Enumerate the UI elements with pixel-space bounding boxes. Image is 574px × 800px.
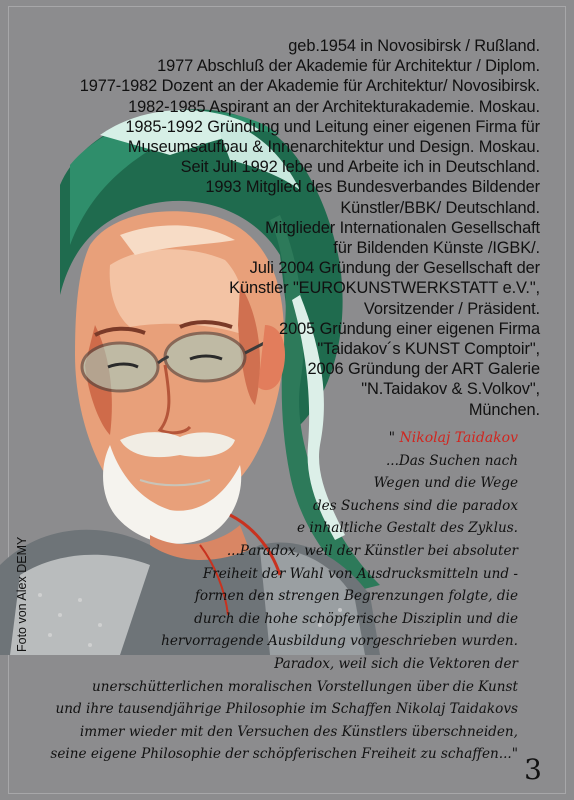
bio-line: 2006 Gründung der ART Galerie [307,360,540,379]
bio-line: München. [468,400,540,419]
bio-line: 2005 Gründung einer eigenen Firma [279,319,540,338]
bio-line: Juli 2004 Gründung der Gesellschaft der [249,259,540,278]
bio-line: "Taidakov´s KUNST Comptoir", [317,340,540,359]
quote-line: immer wieder mit den Versuchen des Künstlers überschneiden, [79,723,518,740]
biography-text [0,36,540,420]
quote-line: Paradox, weil sich die Vektoren der [274,655,518,672]
bio-line: Museumsaufbau & Innenarchitektur und Design. Moskau. [127,138,540,157]
quote-line: unerschütterlichen moralischen Vorstellungen über die Kunst [92,678,518,695]
quote-line: ...Das Suchen nach [385,452,518,469]
quote-line: e inhaltliche Gestalt des Zyklus. [297,520,518,537]
bio-line: 1982-1985 Aspirant an der Architekturakademie. Moskau. [128,97,540,116]
quote-author [0,427,518,450]
quote-line: und ihre tausendjährige Philosophie im Schaffen Nikolaj Taidakovs [55,701,518,718]
quote-line: hervorragende Ausbildung vorgeschrieben wurden. [161,633,518,650]
bio-line: geb.1954 in Novosibirsk / Rußland. [288,37,540,55]
quote-line: des Suchens sind die paradox [312,497,518,514]
quote-line: ...Paradox, weil der Künstler bei absoluter [226,542,518,559]
bio-line: 1985-1992 Gründung und Leitung einer eigenen Firma für [125,117,540,136]
bio-line: 1977 Abschluß der Akademie für Architektur / Diplom. [157,57,540,76]
bio-line: 1977-1982 Dozent an der Akademie für Architektur/ Novosibirsk. [79,77,540,96]
photo-credit: Foto von Alex DEMY [15,536,29,652]
bio-line: Künstler "EUROKUNSTWERKSTATT e.V.", [229,279,540,298]
bio-line: für Bildenden Künste /IGBK/. [333,239,540,258]
quote-author-name: Nikolaj Taidakov [399,430,518,446]
bio-line: Seit Juli 1992 lebe und Arbeite ich in Deutschland. [180,158,540,177]
quote-open-mark: " [388,430,396,446]
bio-line: "N.Taidakov & S.Volkov", [361,380,540,399]
artist-quote [0,427,518,766]
quote-line: Freiheit der Wahl von Ausdrucksmitteln und - [202,565,518,582]
bio-line: Mitglieder Internationalen Gesellschaft [265,218,540,237]
bio-line: 1993 Mitglied des Bundesverbandes Bildender [205,178,540,197]
bio-line: Vorsitzender / Präsident. [363,299,540,318]
bio-line: Künstler/BBK/ Deutschland. [340,198,540,217]
quote-line: durch die hohe schöpferische Disziplin und die [194,610,518,627]
quote-line: formen den strengen Begrenzungen folgte, die [194,588,518,605]
quote-line: seine eigene Philosophie der schöpferischen Freiheit zu schaffen..." [50,746,518,763]
quote-line: Wegen und die Wege [373,475,518,492]
page-number: 3 [524,753,542,786]
